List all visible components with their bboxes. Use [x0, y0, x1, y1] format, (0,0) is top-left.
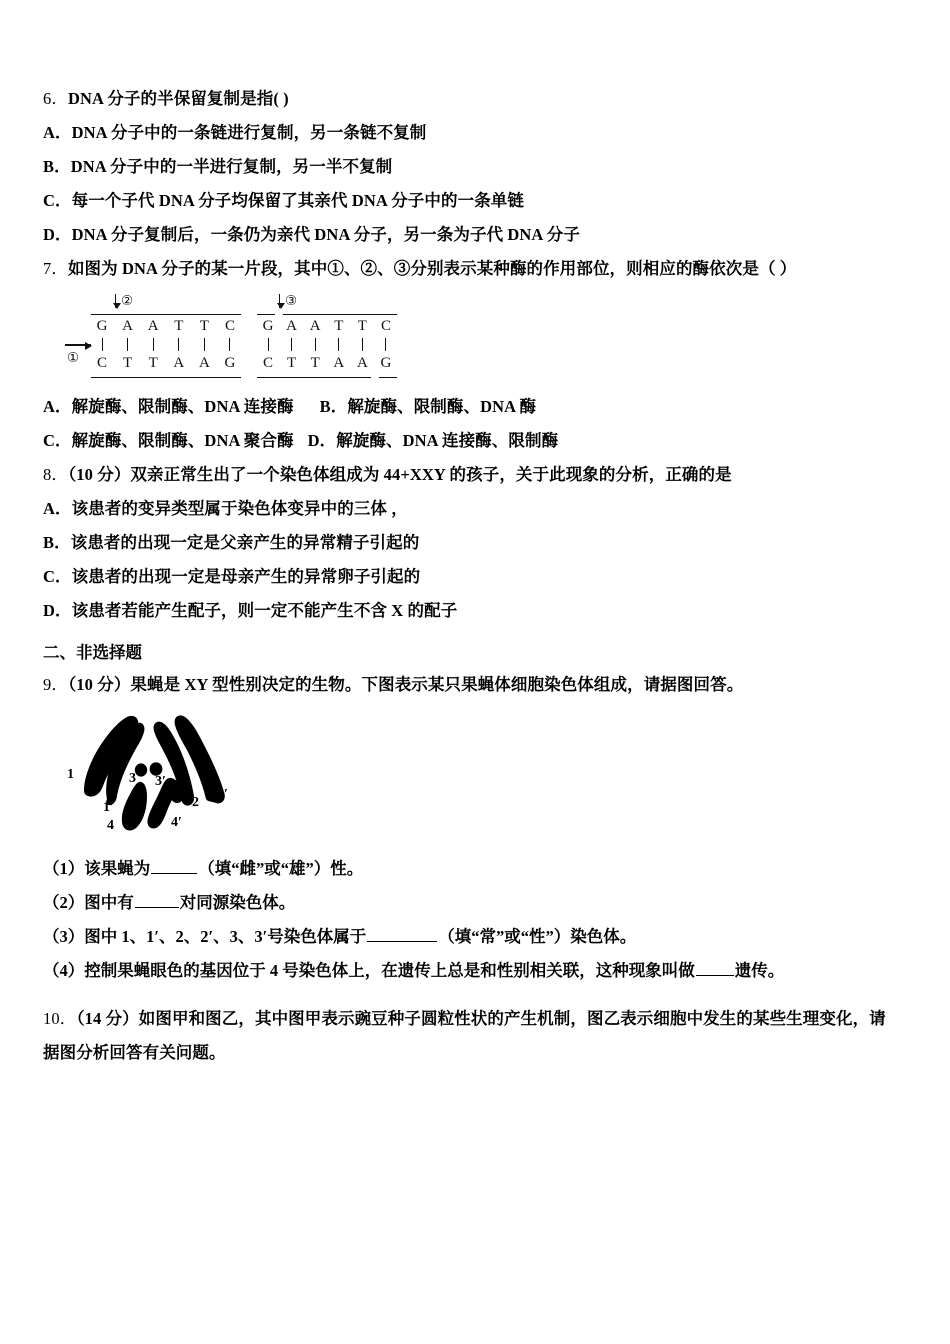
- bottom-strand-bases: [257, 354, 397, 372]
- question-8-option-b: [43, 526, 915, 560]
- question-9-number: 9．: [43, 675, 68, 694]
- sub-text-after: （填“常”或“性”）染色体。: [438, 927, 637, 946]
- chromosome-label-3: 3: [129, 771, 136, 786]
- base: G: [224, 355, 236, 371]
- sub-marker: （2）: [43, 893, 85, 912]
- question-8-option-a: [43, 492, 915, 526]
- option-text: 解旋酶、DNA 连接酶、限制酶: [336, 431, 559, 450]
- sub-text-after: 遗传。: [734, 961, 785, 980]
- option-letter: C．: [43, 567, 72, 586]
- chromosome-label-1-prime: 1′: [103, 800, 114, 815]
- question-6-option-b: [43, 150, 915, 184]
- bond: [328, 338, 350, 351]
- question-6-number: 6．: [43, 89, 68, 108]
- sub-text-before: 图中有: [84, 893, 134, 912]
- dna-segment-left: [91, 314, 241, 378]
- option-text: 该患者的出现一定是父亲产生的异常精子引起的: [70, 533, 420, 552]
- option-text: DNA 分子中的一半进行复制，另一半不复制: [70, 157, 393, 176]
- marker-2-arrow-icon: [115, 294, 116, 308]
- bottom-backbone-line-piece-1: [257, 377, 371, 378]
- question-9-sub-1: [43, 852, 915, 886]
- bottom-backbone-line: [91, 377, 241, 378]
- bond: [351, 338, 373, 351]
- option-letter: B．: [43, 533, 71, 552]
- sub-text-before: 该果蝇为: [84, 859, 151, 878]
- option-text: 该患者若能产生配子，则一定不能产生不含 X 的配子: [71, 601, 458, 620]
- option-text: DNA 分子中的一条链进行复制，另一条链不复制: [71, 123, 427, 142]
- question-6-option-a: [43, 116, 915, 150]
- question-7-number: 7．: [43, 259, 68, 278]
- answer-blank[interactable]: [135, 891, 179, 909]
- option-text: 解旋酶、限制酶、DNA 聚合酶: [71, 431, 294, 450]
- base: T: [310, 355, 320, 371]
- sub-text-before: 控制果蝇眼色的基因位于 4 号染色体上，在遗传上总是和性别相关联，这种现象叫做: [84, 961, 695, 980]
- bond: [168, 338, 190, 351]
- option-letter: D．: [43, 601, 72, 620]
- question-10-text-line-2: 据图分析回答有关问题。: [43, 1043, 226, 1062]
- question-9-sub-2: [43, 886, 915, 920]
- question-6-stem: [43, 82, 915, 116]
- base: A: [286, 318, 298, 334]
- question-8-stem: [43, 458, 915, 492]
- sub-text-after: （填“雌”或“雄”）性。: [198, 859, 364, 878]
- option-letter: A．: [43, 499, 72, 518]
- question-9-sub-4: [43, 954, 915, 988]
- base: C: [224, 318, 235, 334]
- chromosome-label-2: 2: [192, 795, 199, 810]
- base: A: [173, 355, 185, 371]
- question-7-stem-text: 如图为 DNA 分子的某一片段，其中①、②、③分别表示某种酶的作用部位，则相应的酶依次是（ ）: [67, 259, 797, 278]
- sub-text-before: 图中 1、1′、2、2′、3、3′号染色体属于: [84, 927, 367, 946]
- question-6-stem-text: DNA 分子的半保留复制是指( ): [67, 89, 289, 108]
- sub-text-after: 对同源染色体。: [179, 893, 296, 912]
- sub-marker: （1）: [43, 859, 85, 878]
- answer-blank[interactable]: [696, 959, 734, 977]
- question-8-stem-text: （10 分）双亲正常生出了一个染色体组成为 44+XXY 的孩子，关于此现象的分析，正确的是: [67, 465, 732, 484]
- sub-marker: （4）: [43, 961, 85, 980]
- option-text: 该患者的变异类型属于染色体变异中的三体 ，: [71, 499, 408, 518]
- base: T: [123, 355, 133, 371]
- option-letter: A．: [43, 397, 72, 416]
- chromosome-label-4: 4: [107, 818, 114, 833]
- marker-1-label: ①: [67, 350, 80, 365]
- option-text: 解旋酶、限制酶、DNA 酶: [347, 397, 537, 416]
- bond: [304, 338, 326, 351]
- question-8-option-c: [43, 560, 915, 594]
- question-7-options-row-1: [43, 390, 915, 424]
- base: A: [356, 355, 368, 371]
- question-9-stem: [43, 668, 915, 702]
- hydrogen-bonds: [91, 338, 241, 351]
- marker-1-arrow-icon: [65, 344, 91, 346]
- sub-marker: （3）: [43, 927, 85, 946]
- chromosome-shapes: [51, 706, 256, 838]
- question-7-options-row-2: [43, 424, 915, 458]
- option-text: 解旋酶、限制酶、DNA 连接酶: [71, 397, 294, 416]
- question-8-option-d: [43, 594, 915, 628]
- bond: [281, 338, 303, 351]
- base: A: [198, 355, 210, 371]
- marker-2-label: ②: [121, 293, 134, 308]
- chromosome-label-1: 1: [67, 767, 74, 782]
- top-strand-bases: [91, 317, 241, 335]
- hydrogen-bonds: [257, 338, 397, 351]
- base: T: [287, 355, 297, 371]
- base: G: [262, 318, 274, 334]
- base: T: [199, 318, 209, 334]
- option-text: 每一个子代 DNA 分子均保留了其亲代 DNA 分子中的一条单链: [71, 191, 524, 210]
- bond: [193, 338, 215, 351]
- base: A: [309, 318, 321, 334]
- base: T: [334, 318, 344, 334]
- base: A: [122, 318, 134, 334]
- base: G: [96, 318, 108, 334]
- bottom-backbone-line-piece-2: [379, 377, 397, 378]
- answer-blank[interactable]: [151, 857, 197, 875]
- bond: [117, 338, 139, 351]
- question-9-stem-text: （10 分）果蝇是 XY 型性别决定的生物。下图表示某只果蝇体细胞染色体组成，请据图回答。: [67, 675, 744, 694]
- base: T: [357, 318, 367, 334]
- option-letter: C．: [43, 431, 72, 450]
- question-10-number: 10．: [43, 1009, 77, 1028]
- bottom-strand-bases: [91, 354, 241, 372]
- section-two-heading: 二、非选择题: [43, 643, 142, 662]
- option-letter: B．: [43, 157, 71, 176]
- option-text: DNA 分子复制后，一条仍为亲代 DNA 分子，另一条为子代 DNA 分子: [71, 225, 580, 244]
- question-9-sub-3: [43, 920, 915, 954]
- page-content: [43, 82, 915, 1070]
- base: C: [380, 318, 391, 334]
- answer-blank[interactable]: [367, 925, 437, 943]
- question-10-stem-line-2: [43, 1036, 915, 1070]
- option-text: 该患者的出现一定是母亲产生的异常卵子引起的: [71, 567, 421, 586]
- base: C: [262, 355, 273, 371]
- question-6-option-d: [43, 218, 915, 252]
- dna-fragment-diagram: [65, 292, 425, 378]
- base: T: [148, 355, 158, 371]
- top-strand-bases: [257, 317, 397, 335]
- fruit-fly-chromosome-diagram: [51, 706, 256, 838]
- bond: [91, 338, 113, 351]
- question-8-number: 8．: [43, 465, 68, 484]
- top-backbone-line-piece-1: [257, 314, 275, 315]
- question-10-text-line-1: （14 分）如图甲和图乙，其中图甲表示豌豆种子圆粒性状的产生机制，图乙表示细胞中发生的某些生理变化，请: [76, 1009, 886, 1028]
- base: C: [96, 355, 107, 371]
- bond: [375, 338, 397, 351]
- bond: [142, 338, 164, 351]
- dna-segment-right: [257, 314, 397, 378]
- marker-3-label: ③: [285, 293, 298, 308]
- chromosome-label-4-prime: 4′: [171, 815, 182, 830]
- question-7-stem: [43, 252, 915, 286]
- base: T: [174, 318, 184, 334]
- base: G: [380, 355, 392, 371]
- chromosome-label-3-prime: 3′: [155, 774, 166, 789]
- option-letter: B．: [319, 397, 348, 416]
- bond: [257, 338, 279, 351]
- option-letter: C．: [43, 191, 72, 210]
- option-letter: D．: [307, 431, 337, 450]
- marker-3-arrow-icon: [279, 294, 280, 308]
- chromosome-label-2-prime: 2′: [217, 787, 228, 802]
- base: A: [147, 318, 159, 334]
- base: A: [333, 355, 345, 371]
- question-6-option-c: [43, 184, 915, 218]
- top-backbone-line: [91, 314, 241, 315]
- option-letter: A．: [43, 123, 72, 142]
- top-backbone-line-piece-2: [283, 314, 397, 315]
- bond: [219, 338, 241, 351]
- option-letter: D．: [43, 225, 72, 244]
- question-10-stem-line-1: [43, 1002, 915, 1036]
